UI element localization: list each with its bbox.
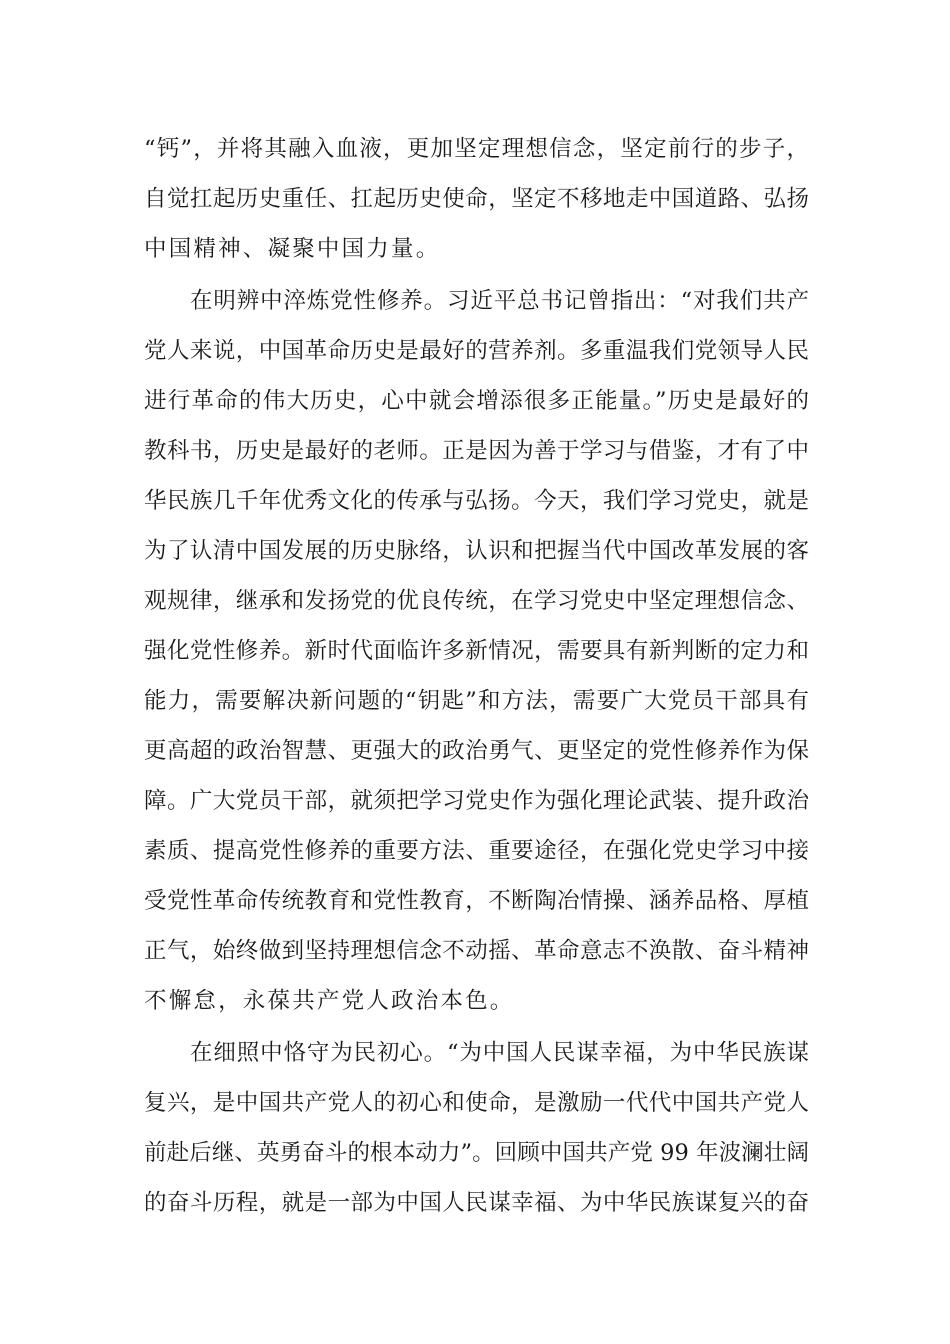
text-line: 华民族几千年优秀文化的传承与弘扬。今天，我们学习党史，就是: [144, 488, 809, 514]
text-line: 复兴，是中国共产党人的初心和使命，是激励一代代中国共产党人: [144, 1090, 809, 1116]
paragraph-first-line: 在明辨中淬炼党性修养。习近平总书记曾指出：“对我们共产: [190, 288, 809, 314]
text-line: 的奋斗历程，就是一部为中国人民谋幸福、为中华民族谋复兴的奋: [144, 1190, 809, 1216]
text-line: 自觉扛起历史重任、扛起历史使命，坚定不移地走中国道路、弘扬: [144, 186, 809, 212]
text-line: 前赴后继、英勇奋斗的根本动力”。回顾中国共产党 99 年波澜壮阔: [144, 1140, 809, 1166]
text-line: 正气，始终做到坚持理想信念不动摇、革命意志不涣散、奋斗精神: [144, 938, 809, 964]
text-line: 观规律，继承和发扬党的优良传统，在学习党史中坚定理想信念、: [144, 588, 809, 614]
text-line: 更高超的政治智慧、更强大的政治勇气、更坚定的党性修养作为保: [144, 738, 809, 764]
text-line: 能力，需要解决新问题的“钥匙”和方法，需要广大党员干部具有: [144, 688, 809, 714]
text-line: 受党性革命传统教育和党性教育，不断陶冶情操、涵养品格、厚植: [144, 888, 809, 914]
text-line: 不懈怠，永葆共产党人政治本色。: [144, 988, 515, 1014]
text-line: 党人来说，中国革命历史是最好的营养剂。多重温我们党领导人民: [144, 338, 809, 364]
paragraph-first-line: 在细照中恪守为民初心。“为中国人民谋幸福，为中华民族谋: [190, 1040, 809, 1066]
text-line: 为了认清中国发展的历史脉络，认识和把握当代中国改革发展的客: [144, 538, 809, 564]
text-line: 强化党性修养。新时代面临许多新情况，需要具有新判断的定力和: [144, 638, 809, 664]
text-line: 素质、提高党性修养的重要方法、重要途径，在强化党史学习中接: [144, 838, 809, 864]
text-line: 障。广大党员干部，就须把学习党史作为强化理论武装、提升政治: [144, 788, 809, 814]
text-line: 教科书，历史是最好的老师。正是因为善于学习与借鉴，才有了中: [144, 438, 809, 464]
text-line: 中国精神、凝聚中国力量。: [144, 236, 441, 262]
text-line: “钙”，并将其融入血液，更加坚定理想信念，坚定前行的步子，: [144, 136, 809, 162]
text-line: 进行革命的伟大历史，心中就会增添很多正能量。”历史是最好的: [144, 388, 809, 414]
